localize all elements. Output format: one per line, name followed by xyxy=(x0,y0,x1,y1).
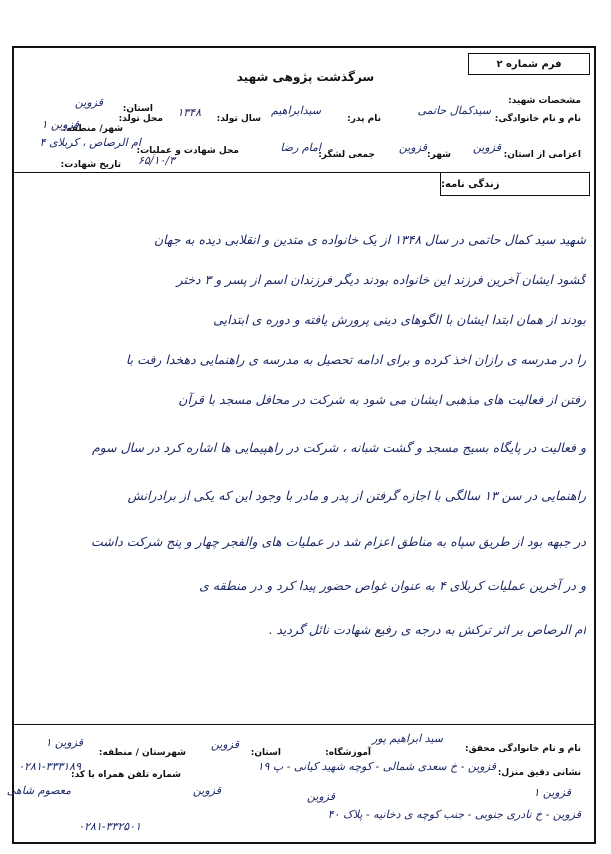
footer-divider xyxy=(14,724,594,725)
bio-label: زندگی نامه: xyxy=(441,178,500,190)
bio-line: و فعالیت در پایگاه بسیج مسجد و گشت شبانه ، شرکت در راهپیمایی ها اشاره کرد در سال سوم xyxy=(91,440,586,455)
county-value: قزوین ۱ xyxy=(45,736,83,749)
unit-label: جمعی لشگر: xyxy=(318,150,375,160)
county-label: شهرستان / منطقه: xyxy=(98,748,186,758)
specs-label: مشخصات شهید: xyxy=(508,96,581,106)
father-label: نام پدر: xyxy=(347,114,381,124)
family-name: معصوم شاهی xyxy=(6,784,71,797)
birth-place-label: محل تولد: xyxy=(118,114,163,124)
bio-line: و در آخرین عملیات کربلای ۴ به عنوان غواص حضور پیدا کرد و در منطقه ی xyxy=(199,578,586,593)
form-number: فرم شماره ۲ xyxy=(496,58,562,70)
dispatch-province-value: قزوین xyxy=(472,141,501,154)
unit-value: امام رضا xyxy=(280,141,321,154)
bio-label-box xyxy=(440,172,590,196)
father-value: سیدابراهیم xyxy=(271,104,321,117)
footer-province-label: استان: xyxy=(250,748,281,758)
dispatch-city-label: شهر: xyxy=(427,150,451,160)
divider xyxy=(14,172,440,173)
family-province: قزوین xyxy=(192,784,221,797)
bio-line: گشود ایشان آخرین فرزند این خانواده بودند دیگر فرزندان اسم از پسر و ۳ دختر xyxy=(176,272,586,287)
province-label: استان: xyxy=(122,104,153,114)
dispatch-label: اعزامی از استان: xyxy=(503,150,581,160)
bio-line: رفتن از فعالیت های مذهبی ایشان می شود به شرکت در محافل مسجد با قرآن xyxy=(178,392,586,407)
phone-value: ۰۲۸۱-۳۳۳۱۸۹ xyxy=(18,760,81,773)
form-title: سرگذشت پژوهی شهید xyxy=(236,70,375,84)
address-value: قزوین - خ سعدی شمالی - کوچه شهید کیانی - پ ۱۹ xyxy=(257,760,496,773)
dispatch-city-value: قزوین xyxy=(398,141,427,154)
address-label: نشانی دقیق منزل: xyxy=(497,768,581,778)
city-label: شهر/ منطقه: xyxy=(62,124,123,134)
date-label: تاریخ شهادت: xyxy=(60,160,121,170)
footer-province-value: قزوین xyxy=(210,738,239,751)
place-value: ام الرصاص ، کربلای ۴ xyxy=(39,136,141,149)
home-phone-label: شماره تلفن همراه با کد: xyxy=(71,770,181,780)
place-label: محل شهادت و عملیات: xyxy=(136,146,239,156)
researcher-value: سید ابراهیم پور xyxy=(371,732,443,745)
family-city: قزوین xyxy=(306,790,335,803)
name-value: سیدکمال حاتمی xyxy=(417,104,491,117)
teacher-label: آموزشگاه: xyxy=(325,748,371,758)
city-value: قزوین ۱ xyxy=(41,118,79,131)
birth-year-label: سال تولد: xyxy=(216,114,261,124)
birth-year-value: ۱۳۴۸ xyxy=(177,106,201,119)
bio-line: شهید سید کمال حاتمی در سال ۱۳۴۸ از یک خانواده ی متدین و انقلابی دیده به جهان xyxy=(153,232,586,247)
bio-line: ام الرصاص بر اثر ترکش به درجه ی رفیع شهادت نائل گردید . xyxy=(268,622,586,637)
bio-line: را در مدرسه ی رازان اخذ کرده و برای ادامه تحصیل به مدرسه ی راهنمایی دهخدا رفت با xyxy=(125,352,586,367)
bio-line: در جبهه بود از طریق سپاه به مناطق اعزام شد در عملیات های والفجر چهار و پنج شرکت داشت xyxy=(91,534,586,549)
family-county: قزوین ۱ xyxy=(533,786,571,799)
researcher-label: نام و نام خانوادگی محقق: xyxy=(464,744,581,754)
bio-line: راهنمایی در سن ۱۳ سالگی با اجازه گرفتن از پدر و مادر با وجود این که یکی از برادرانش xyxy=(127,488,586,503)
family-phone: ۰۲۸۱-۳۳۲۵۰۱ xyxy=(78,820,141,833)
name-label: نام و نام خانوادگی: xyxy=(494,114,581,124)
date-value: ۶۵/۱۰/۳ xyxy=(138,154,175,167)
bio-line: بودند از همان ابتدا ایشان با الگوهای دینی پرورش یافته و دوره ی ابتدایی xyxy=(213,312,586,327)
province-value: قزوین xyxy=(74,96,103,109)
family-address: قزوین - خ نادری جنوبی - جنب کوچه ی دخانیه - پلاک ۴۰ xyxy=(327,808,581,821)
